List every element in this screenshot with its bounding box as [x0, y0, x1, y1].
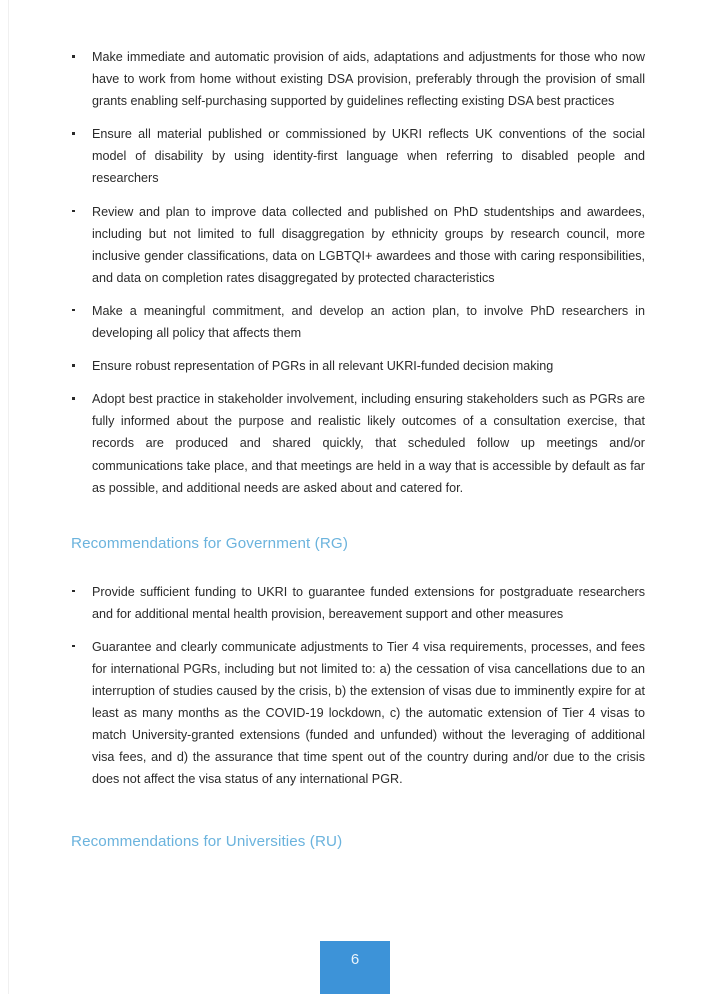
list-item-text: Make a meaningful commitment, and develop an action plan, to involve PhD researchers in developing all policy that affects them — [92, 303, 645, 341]
bullet-point-icon — [72, 132, 75, 135]
heading-recommendations-government: Recommendations for Government (RG) — [71, 534, 348, 552]
list-item-text: Ensure all material published or commissioned by UKRI reflects UK conventions of the social model of disability by using identity-first language when referring to disabled people and researchers — [92, 127, 645, 186]
bullet-list-recommendations-continued — [0, 46, 708, 499]
list-item — [0, 201, 708, 289]
list-item — [0, 636, 708, 791]
page-number-text: 6 — [350, 951, 360, 968]
list-item-text: Make immediate and automatic provision of aids, adaptations and adjustments for those who now have to work from home without existing DSA provision, preferably through the provision of small grants enabling self-purchasing supported by guidelines reflecting existing DSA best practices — [92, 50, 645, 109]
section-universities — [0, 831, 708, 853]
list-item-text: Ensure robust representation of PGRs in all relevant UKRI-funded decision making — [92, 359, 554, 374]
section-government — [0, 533, 708, 555]
list-item-text: Adopt best practice in stakeholder involvement, including ensuring stakeholders such as PGRs are fully informed about the purpose and realistic likely outcomes of a consultation exercise, that records are produced and shared quickly, that scheduled follow up meetings and/or communications take place, and that meetings are held in a way that is accessible by default as far as possible, and additional needs are asked about and catered for. — [92, 392, 645, 495]
list-item — [0, 355, 708, 377]
bullet-point-icon — [72, 364, 75, 367]
bullet-point-icon — [72, 645, 75, 648]
list-item — [0, 581, 708, 625]
bullet-point-icon — [72, 590, 75, 593]
bullet-list-recommendations-government — [0, 581, 708, 791]
list-item — [0, 300, 708, 344]
bullet-point-icon — [72, 309, 75, 312]
list-item — [0, 46, 708, 112]
heading-recommendations-universities: Recommendations for Universities (RU) — [71, 832, 343, 850]
list-item-text: Provide sufficient funding to UKRI to guarantee funded extensions for postgraduate researchers and for additional mental health provision, bereavement support and other measures — [92, 584, 645, 621]
bullet-point-icon — [72, 210, 75, 213]
list-item-text: Review and plan to improve data collected and published on PhD studentships and awardees, including but not limited to full disaggregation by ethnicity groups by research council, more inclusive gender classifications, data on LGBTQI+ awardees and those with caring responsibilities, and data on completion rates disaggregated by protected characteristics — [92, 204, 645, 285]
page-number-badge — [320, 941, 390, 994]
bullet-point-icon — [72, 397, 75, 400]
list-item-text: Guarantee and clearly communicate adjustments to Tier 4 visa requirements, processes, and fees for international PGRs, including but not limited to: a) the cessation of visa cancellations due to an interruption of studies caused by the crisis, b) the extension of visas due to imminently expire for at least as many months as the COVID-19 lockdown, c) the automatic extension of Tier 4 visas to match University-granted extensions (funded and unfunded) without the leveraging of additional visa fees, and d) the assurance that time spent out of the country during and/or due to the crisis does not affect the visa status of any international PGR. — [92, 639, 645, 787]
bullet-point-icon — [72, 55, 75, 58]
list-item — [0, 388, 708, 498]
list-item — [0, 123, 708, 189]
